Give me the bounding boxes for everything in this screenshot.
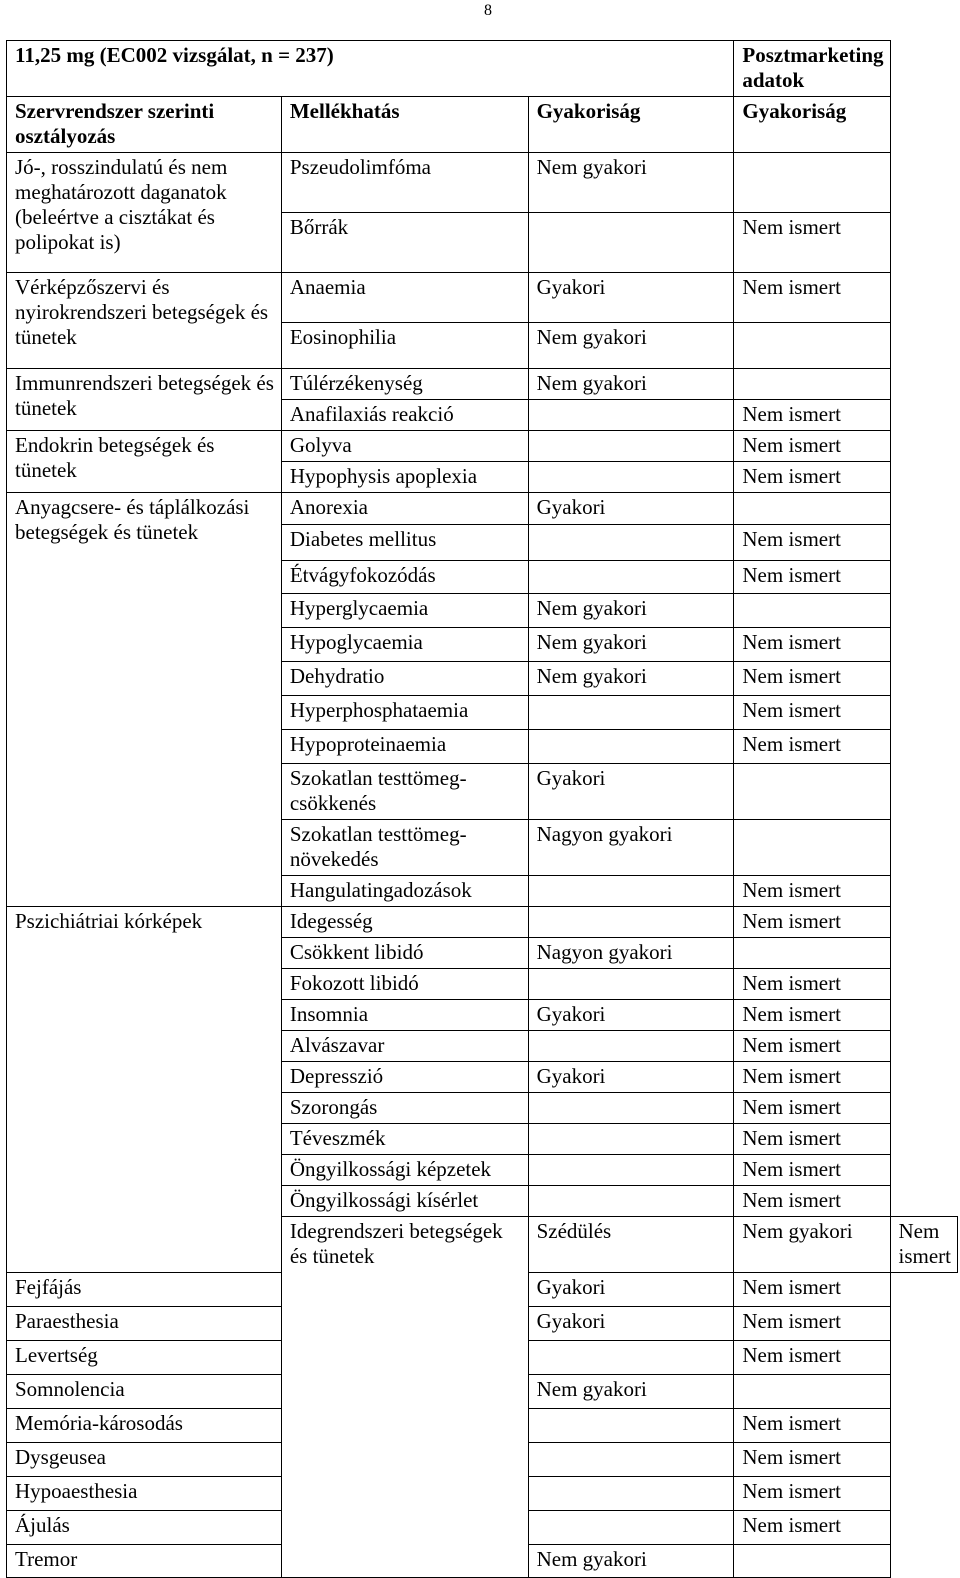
postmarketing-frequency-cell [734,369,890,400]
frequency-header: Gyakoriság [528,97,734,153]
postmarketing-frequency-cell [734,323,890,369]
adverse-reaction-cell: Golyva [281,431,528,462]
frequency-cell: Nem gyakori [528,323,734,369]
postmarketing-frequency-cell: Nem ismert [734,1443,890,1477]
frequency-cell: Nem gyakori [528,369,734,400]
postmarketing-frequency-cell: Nem ismert [734,213,890,273]
adverse-reaction-cell: Hyperphosphataemia [281,696,528,730]
adverse-reaction-cell: Eosinophilia [281,323,528,369]
frequency-cell [528,1186,734,1217]
frequency-cell: Nem gyakori [528,594,734,628]
frequency-cell: Nem gyakori [528,1375,734,1409]
postmarketing-frequency-cell [734,594,890,628]
adverse-reaction-cell: Téveszmék [281,1124,528,1155]
adverse-reaction-cell: Túlérzékenység [281,369,528,400]
postmarketing-frequency-cell: Nem ismert [734,1409,890,1443]
adverse-reaction-cell: Csökkent libidó [281,938,528,969]
soc-cell: Endokrin betegségek és tünetek [7,431,282,493]
adverse-reaction-cell: Anafilaxiás reakció [281,400,528,431]
adverse-reaction-cell: Depresszió [281,1062,528,1093]
frequency-cell [528,1409,734,1443]
postmarketing-frequency-cell: Nem ismert [734,1186,890,1217]
table-row [7,273,958,323]
table-row [7,369,958,400]
soc-cell: Immunrendszeri betegségek és tünetek [7,369,282,431]
frequency-cell: Nagyon gyakori [528,938,734,969]
table-row [7,431,958,462]
postmarketing-frequency-cell [734,493,890,525]
postmarketing-frequency-cell: Nem ismert [734,1062,890,1093]
postmarketing-frequency-cell [734,1545,890,1578]
soc-cell: Anyagcsere- és táplálkozási betegségek és tünetek [7,493,282,907]
postmarketing-frequency-cell: Nem ismert [734,1341,890,1375]
adverse-reaction-cell: Hyperglycaemia [281,594,528,628]
frequency-cell [528,1443,734,1477]
page-number: 8 [484,2,492,19]
postmarketing-frequency-cell: Nem ismert [734,662,890,696]
postmarketing-frequency-cell: Nem ismert [734,1093,890,1124]
adverse-reaction-cell: Fokozott libidó [281,969,528,1000]
postmarketing-title: Posztmarketing adatok [734,41,890,97]
adverse-reaction-cell: Pszeudolimfóma [281,153,528,213]
adverse-reaction-cell: Anaemia [281,273,528,323]
frequency-cell: Gyakori [528,764,734,820]
frequency-cell: Nem gyakori [528,662,734,696]
adverse-reaction-cell: Szokatlan testtömeg-növekedés [281,820,528,876]
soc-cell: Jó-, rosszindulatú és nem meghatározott daganatok (beleértve a cisztákat és polipokat is) [7,153,282,273]
adverse-reaction-cell: Memória-károsodás [7,1409,282,1443]
frequency-cell: Nem gyakori [528,153,734,213]
frequency-cell [528,462,734,493]
frequency-cell: Gyakori [528,1273,734,1307]
postmarketing-frequency-cell: Nem ismert [734,1124,890,1155]
adverse-reaction-cell: Bőrrák [281,213,528,273]
frequency-cell [528,969,734,1000]
frequency-cell [528,1155,734,1186]
title-row [7,41,958,97]
postmarketing-frequency-cell [734,1375,890,1409]
adverse-reaction-cell: Öngyilkossági kísérlet [281,1186,528,1217]
postmarketing-frequency-header: Gyakoriság [734,97,890,153]
frequency-cell: Gyakori [528,1307,734,1341]
adverse-reaction-cell: Hypoproteinaemia [281,730,528,764]
adverse-reaction-cell: Dehydratio [281,662,528,696]
adverse-reaction-cell: Ájulás [7,1511,282,1545]
frequency-cell: Gyakori [528,493,734,525]
adverse-reaction-cell: Tremor [7,1545,282,1578]
postmarketing-frequency-cell: Nem ismert [734,730,890,764]
adverse-reaction-cell: Levertség [7,1341,282,1375]
postmarketing-frequency-cell: Nem ismert [734,400,890,431]
adverse-reaction-cell: Hangulatingadozások [281,876,528,907]
postmarketing-frequency-cell: Nem ismert [734,876,890,907]
postmarketing-frequency-cell: Nem ismert [734,561,890,594]
frequency-cell: Gyakori [528,1000,734,1031]
frequency-cell [528,1477,734,1511]
frequency-cell: Gyakori [528,1062,734,1093]
adverse-reaction-cell: Insomnia [281,1000,528,1031]
adverse-reaction-cell: Szorongás [281,1093,528,1124]
frequency-cell [528,730,734,764]
postmarketing-frequency-cell: Nem ismert [734,462,890,493]
frequency-cell [528,213,734,273]
adverse-reaction-cell: Fejfájás [7,1273,282,1307]
postmarketing-frequency-cell: Nem ismert [734,1031,890,1062]
postmarketing-frequency-cell: Nem ismert [890,1217,957,1273]
postmarketing-frequency-cell: Nem ismert [734,907,890,938]
frequency-cell [528,1124,734,1155]
postmarketing-frequency-cell [734,820,890,876]
adverse-reaction-cell: Paraesthesia [7,1307,282,1341]
frequency-cell: Gyakori [528,273,734,323]
soc-cell: Vérképzőszervi és nyirokrendszeri betegségek és tünetek [7,273,282,369]
postmarketing-frequency-cell [734,764,890,820]
postmarketing-frequency-cell: Nem ismert [734,525,890,561]
postmarketing-frequency-cell: Nem ismert [734,1155,890,1186]
frequency-cell [528,1031,734,1062]
soc-header: Szervrendszer szerinti osztályozás [7,97,282,153]
adverse-reaction-cell: Hypophysis apoplexia [281,462,528,493]
postmarketing-frequency-cell [734,153,890,213]
frequency-cell [528,1341,734,1375]
frequency-cell [528,1511,734,1545]
frequency-cell [528,1093,734,1124]
header-row [7,97,958,153]
postmarketing-frequency-cell: Nem ismert [734,1511,890,1545]
postmarketing-frequency-cell: Nem ismert [734,1273,890,1307]
adverse-reaction-cell: Anorexia [281,493,528,525]
frequency-cell [528,525,734,561]
soc-cell: Idegrendszeri betegségek és tünetek [281,1217,528,1578]
adverse-reactions-table [6,40,958,1578]
adverse-reaction-cell: Étvágyfokozódás [281,561,528,594]
postmarketing-frequency-cell: Nem ismert [734,696,890,730]
frequency-cell [528,696,734,730]
postmarketing-frequency-cell: Nem ismert [734,1477,890,1511]
adverse-reaction-cell: Hypoglycaemia [281,628,528,662]
adverse-reaction-cell: Alvászavar [281,1031,528,1062]
adverse-reaction-cell: Szédülés [528,1217,734,1273]
adverse-reaction-cell: Diabetes mellitus [281,525,528,561]
table-row [7,153,958,213]
adverse-reaction-cell: Hypoaesthesia [7,1477,282,1511]
soc-cell: Pszichiátriai kórképek [7,907,282,1273]
adverse-reaction-cell: Öngyilkossági képzetek [281,1155,528,1186]
postmarketing-frequency-cell [734,938,890,969]
study-title: 11,25 mg (EC002 vizsgálat, n = 237) [7,41,734,97]
adverse-reaction-cell: Szokatlan testtömeg-csökkenés [281,764,528,820]
table-row [7,907,958,938]
postmarketing-frequency-cell: Nem ismert [734,431,890,462]
postmarketing-frequency-cell: Nem ismert [734,1000,890,1031]
frequency-cell: Nem gyakori [734,1217,890,1273]
adverse-reaction-header: Mellékhatás [281,97,528,153]
postmarketing-frequency-cell: Nem ismert [734,628,890,662]
postmarketing-frequency-cell: Nem ismert [734,969,890,1000]
postmarketing-frequency-cell: Nem ismert [734,1307,890,1341]
adverse-reaction-cell: Idegesség [281,907,528,938]
frequency-cell: Nem gyakori [528,1545,734,1578]
frequency-cell [528,400,734,431]
adverse-reaction-cell: Dysgeusea [7,1443,282,1477]
frequency-cell: Nem gyakori [528,628,734,662]
postmarketing-frequency-cell: Nem ismert [734,273,890,323]
frequency-cell [528,876,734,907]
table-row [7,493,958,525]
adverse-reaction-cell: Somnolencia [7,1375,282,1409]
frequency-cell: Nagyon gyakori [528,820,734,876]
frequency-cell [528,907,734,938]
frequency-cell [528,561,734,594]
frequency-cell [528,431,734,462]
